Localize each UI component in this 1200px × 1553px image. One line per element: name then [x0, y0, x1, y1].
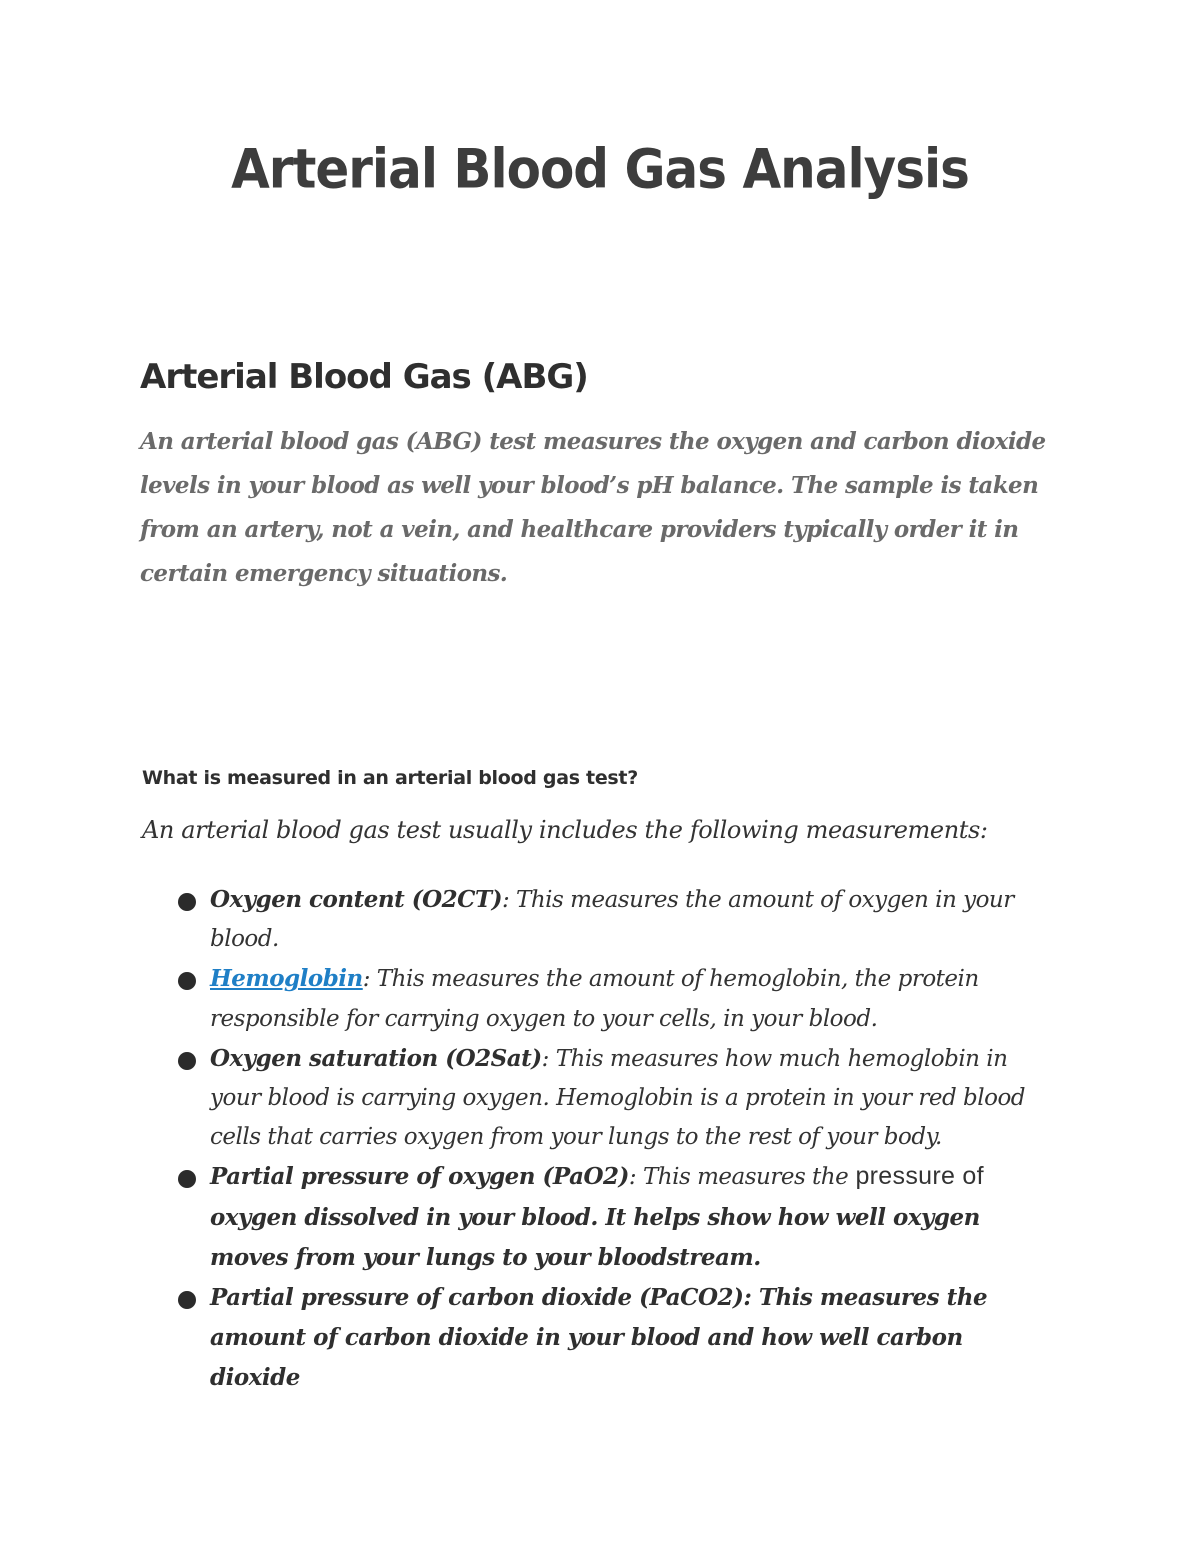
item-description: : This measures how much hemoglobin in your blood is carrying oxygen. Hemoglobin is a protein in your red blood cells that carries oxygen from your lungs to the rest of your body. — [210, 1045, 1026, 1151]
item-term: Oxygen saturation (O2Sat) — [210, 1044, 542, 1072]
item-description: : This measures the — [628, 1164, 849, 1191]
list-item-oxygen-saturation — [172, 1039, 1052, 1158]
item-term: Partial pressure of carbon dioxide (PaCO2) — [210, 1284, 744, 1312]
hemoglobin-link[interactable]: Hemoglobin — [210, 965, 363, 993]
measurement-list — [172, 880, 1052, 1399]
item-description-bold: oxygen dissolved in your blood. It helps show how well oxygen moves from your lungs to your bloodstream. — [210, 1203, 980, 1271]
bullet-icon — [178, 893, 196, 911]
bullet-icon — [178, 1170, 196, 1188]
list-item-paco2 — [172, 1278, 1052, 1399]
item-term: Oxygen content (O2CT) — [210, 886, 502, 913]
item-description-plain: pressure of — [848, 1162, 984, 1191]
bullet-icon — [178, 1052, 196, 1070]
document-title: Arterial Blood Gas Analysis — [231, 137, 969, 201]
item-description: : This measures the amount of hemoglobin, the protein responsible for carrying oxygen to your cells, in your blood. — [210, 966, 979, 1032]
section-heading: Arterial Blood Gas (ABG) — [140, 357, 588, 397]
intro-paragraph: An arterial blood gas (ABG) test measures the oxygen and carbon dioxide levels in your blood as well your blood’s pH balance. The sample is taken from an artery, not a vein, and healthcare providers typically order it in certain emergency situations. — [140, 428, 1046, 587]
bullet-icon — [178, 972, 196, 990]
sub-heading: What is measured in an arterial blood gas test? — [142, 767, 638, 789]
item-description: : This measures the amount of carbon dioxide in your blood and how well carbon dioxide — [210, 1284, 988, 1392]
list-item-hemoglobin — [172, 959, 1052, 1038]
item-term: Partial pressure of oxygen (PaO2) — [210, 1163, 629, 1191]
lead-paragraph: An arterial blood gas test usually includes the following measurements: — [142, 816, 988, 844]
item-description: : This measures the amount of oxygen in your blood. — [210, 887, 1014, 953]
bullet-icon — [178, 1291, 196, 1309]
list-item-pao2 — [172, 1157, 1052, 1278]
list-item-oxygen-content — [172, 880, 1052, 959]
